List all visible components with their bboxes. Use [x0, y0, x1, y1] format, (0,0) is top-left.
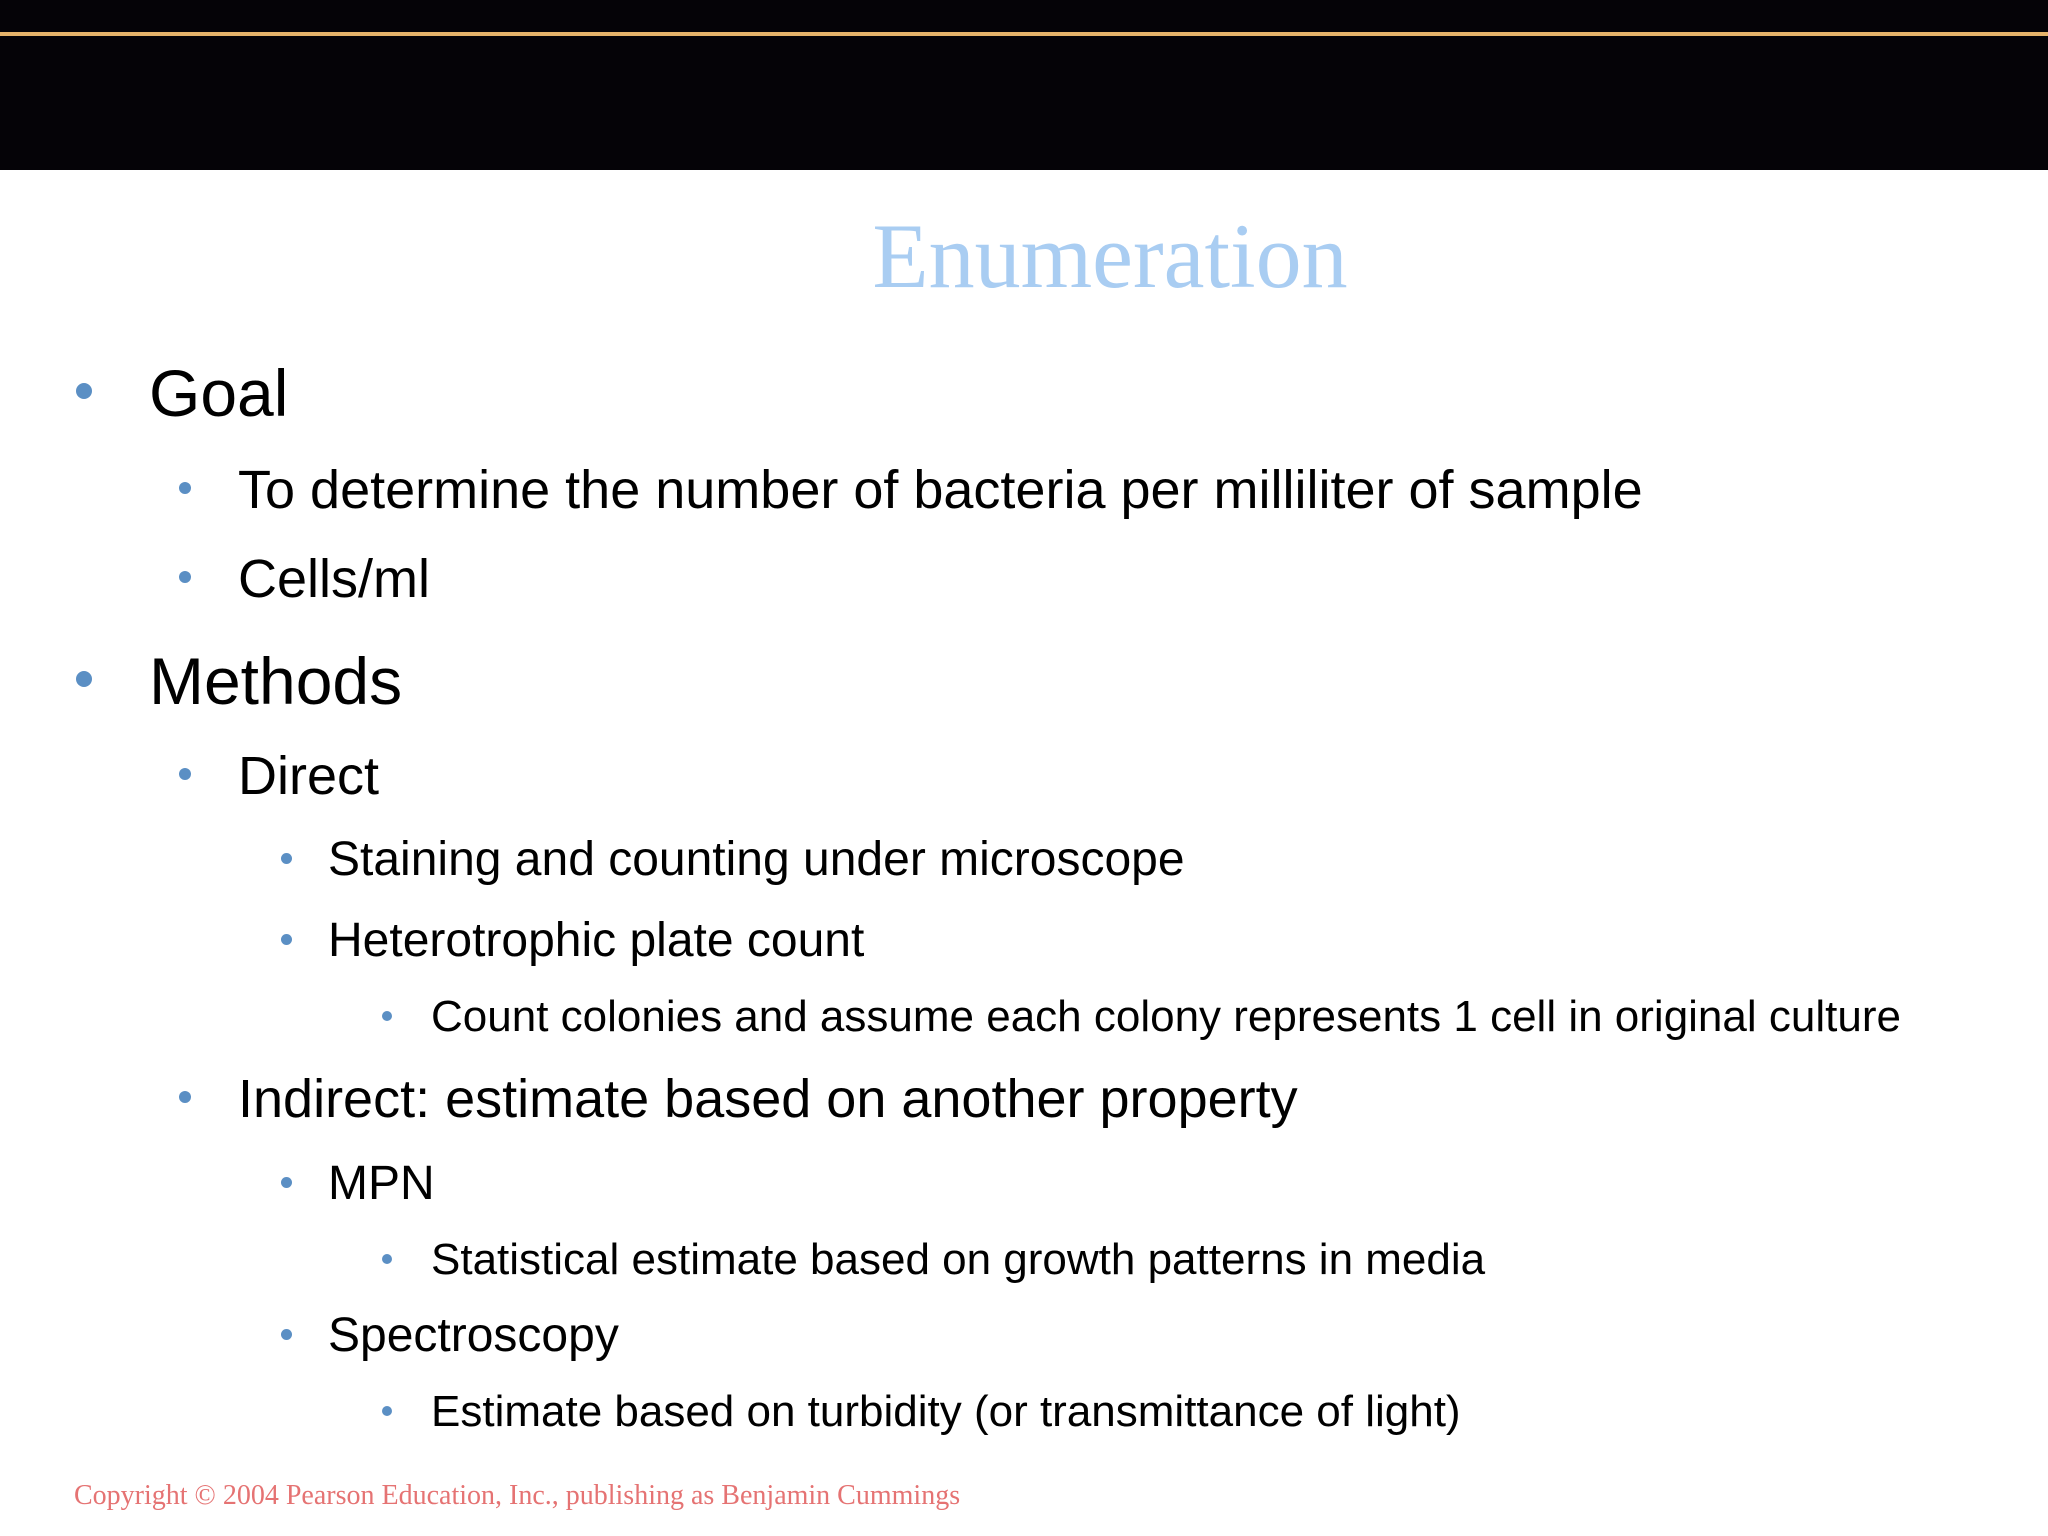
bullet-dot-icon — [281, 1177, 292, 1188]
bullet-text: Spectroscopy — [328, 1309, 619, 1362]
bullet-text: Statistical estimate based on growth patterns in media — [431, 1235, 1486, 1284]
bullet-dot-icon — [179, 571, 191, 583]
bullet-dot-icon — [382, 1011, 392, 1021]
bullet-dot-icon — [382, 1254, 392, 1264]
bullet-dot-icon — [76, 383, 92, 399]
bullet-dot-icon — [281, 853, 292, 864]
bullet-text: Count colonies and assume each colony represents 1 cell in original culture — [431, 992, 1901, 1041]
bullet-text: Direct — [238, 746, 380, 806]
bullet-dot-icon — [179, 482, 191, 494]
slide-title: Enumeration — [872, 205, 1348, 307]
bullet-dot-icon — [179, 768, 191, 780]
copyright-footer: Copyright © 2004 Pearson Education, Inc., publishing as Benjamin Cummings — [74, 1480, 961, 1511]
bullet-text: To determine the number of bacteria per milliliter of sample — [238, 460, 1643, 520]
bullet-text: Indirect: estimate based on another property — [238, 1069, 1298, 1129]
bullet-text: Estimate based on turbidity (or transmittance of light) — [431, 1387, 1461, 1436]
bullet-dot-icon — [281, 1329, 292, 1340]
bullet-text: Staining and counting under microscope — [328, 833, 1185, 886]
bullet-dot-icon — [281, 934, 292, 945]
bullet-dot-icon — [382, 1406, 392, 1416]
bullet-text: Methods — [149, 644, 403, 718]
bullet-text: Cells/ml — [238, 549, 431, 609]
bullet-dot-icon — [76, 671, 92, 687]
bullet-text: Heterotrophic plate count — [328, 914, 865, 967]
bullet-dot-icon — [179, 1091, 191, 1103]
bullet-text: Goal — [149, 356, 289, 430]
bullet-text: MPN — [328, 1157, 435, 1210]
